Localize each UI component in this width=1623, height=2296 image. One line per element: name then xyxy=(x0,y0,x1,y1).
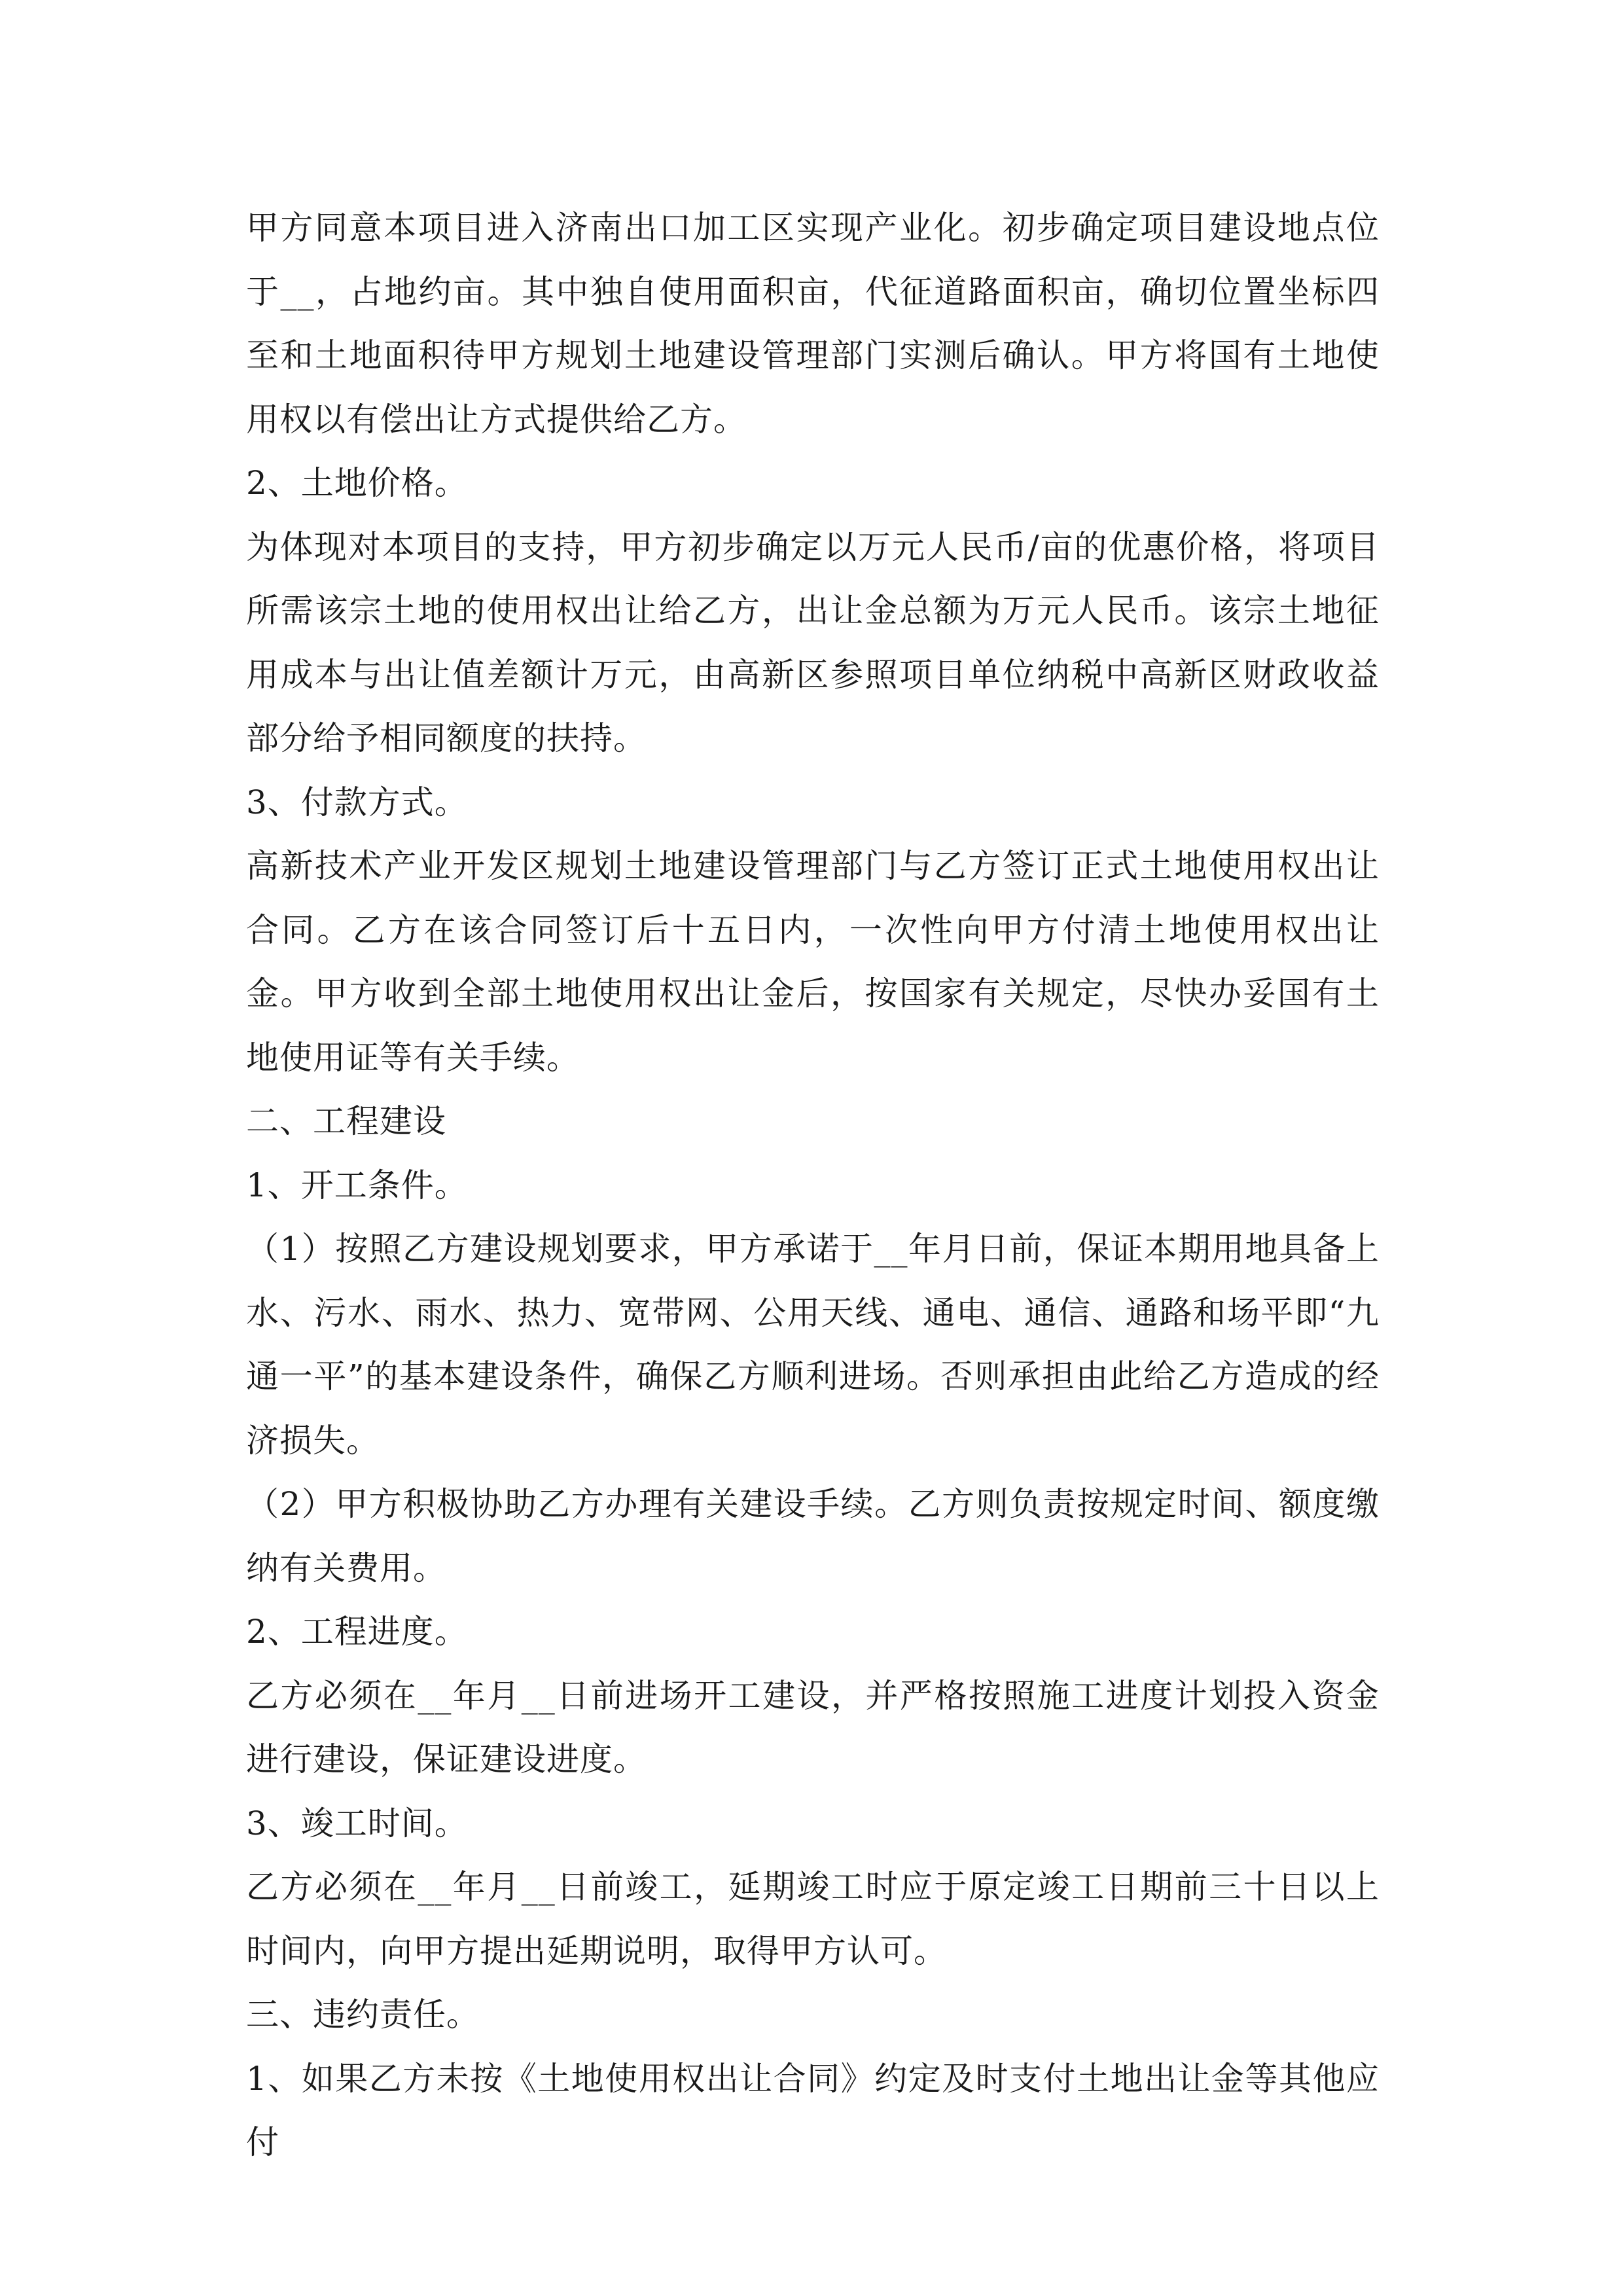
heading-payment-method: 3、付款方式。 xyxy=(246,783,468,821)
heading-progress: 2、工程进度。 xyxy=(246,1613,468,1651)
paragraph-start-condition-2: （2）甲方积极协助乙方办理有关建设手续。乙方则负责按规定时间、额度缴纳有关费用。 xyxy=(246,1485,1380,1587)
paragraph-land-price: 为体现对本项目的支持，甲方初步确定以万元人民币/亩的优惠价格，将项目所需该宗土地的使用权出让给乙方，出让金总额为万元人民币。该宗土地征用成本与出让值差额计万元，由高新区参照项目单位纳税中高新区财政收益部分给予相同额度的扶持。 xyxy=(246,528,1380,757)
heading-land-price: 2、土地价格。 xyxy=(246,464,468,502)
heading-start-conditions: 1、开工条件。 xyxy=(246,1166,468,1204)
paragraph-progress: 乙方必须在__年月__日前进场开工建设，并严格按照施工进度计划投入资金进行建设，保证建设进度。 xyxy=(246,1676,1380,1778)
paragraph-payment-method: 高新技术产业开发区规划土地建设管理部门与乙方签订正式土地使用权出让合同。乙方在该合同签订后十五日内，一次性向甲方付清土地使用权出让金。甲方收到全部土地使用权出让金后，按国家有关规定，尽快办妥国有土地使用证等有关手续。 xyxy=(246,847,1380,1077)
paragraph-land-intro: 甲方同意本项目进入济南出口加工区实现产业化。初步确定项目建设地点位于__，占地约亩。其中独自使用面积亩，代征道路面积亩，确切位置坐标四至和土地面积待甲方规划土地建设管理部门实测后确认。甲方将国有土地使用权以有偿出让方式提供给乙方。 xyxy=(246,209,1380,439)
paragraph-completion-time: 乙方必须在__年月__日前竣工，延期竣工时应于原定竣工日期前三十日以上时间内，向甲方提出延期说明，取得甲方认可。 xyxy=(246,1868,1380,1970)
heading-completion-time: 3、竣工时间。 xyxy=(246,1804,468,1842)
document-body xyxy=(246,196,1380,2175)
section-heading-construction: 二、工程建设 xyxy=(246,1102,446,1140)
section-heading-liability: 三、违约责任。 xyxy=(246,1996,480,2034)
paragraph-start-condition-1: （1）按照乙方建设规划要求，甲方承诺于__年月日前，保证本期用地具备上水、污水、雨水、热力、宽带网、公用天线、通电、通信、通路和场平即“九通一平”的基本建设条件，确保乙方顺利进场。否则承担由此给乙方造成的经济损失。 xyxy=(246,1230,1380,1460)
paragraph-liability-1: 1、如果乙方未按《土地使用权出让合同》约定及时支付土地出让金等其他应付 xyxy=(246,2059,1380,2161)
